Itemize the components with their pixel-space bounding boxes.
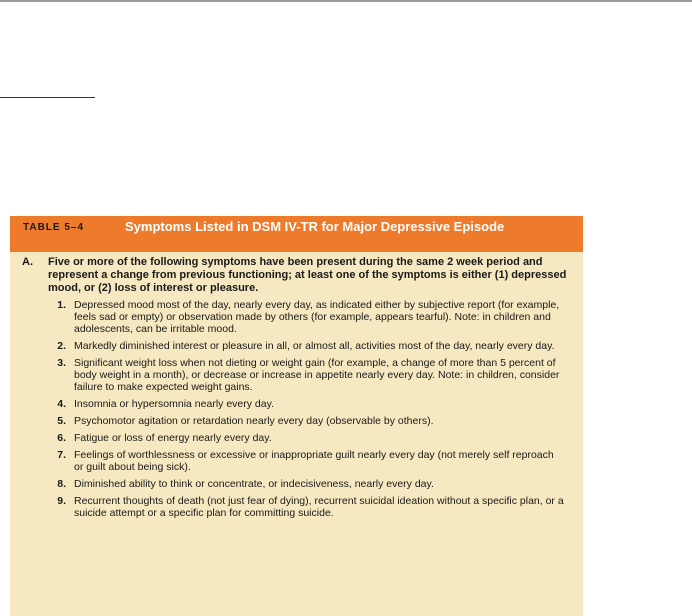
table-header [10, 216, 583, 252]
symptom-text: Recurrent thoughts of death (not just fear of dying), recurrent suicidal ideation without a specific plan, or a suicide attempt or a specific plan for committing suicide. [74, 495, 564, 519]
symptom-item-5 [48, 415, 574, 427]
symptom-text: Psychomotor agitation or retardation nearly every day (observable by others). [74, 415, 434, 427]
top-divider [0, 0, 692, 2]
criterion-a [22, 256, 574, 524]
symptom-text: Feelings of worthlessness or excessive or inappropriate guilt nearly every day (not merely self reproach or guilt about being sick). [74, 449, 554, 473]
symptom-list [22, 299, 574, 519]
symptom-number: 8. [57, 478, 66, 490]
symptom-text: Insomnia or hypersomnia nearly every day. [74, 398, 274, 410]
symptom-item-3 [48, 357, 574, 393]
symptom-text: Diminished ability to think or concentrate, or indecisiveness, nearly every day. [74, 478, 434, 490]
symptom-number: 7. [57, 449, 66, 461]
symptom-item-4 [48, 398, 574, 410]
table-title: Symptoms Listed in DSM IV-TR for Major Depressive Episode [125, 219, 505, 234]
symptom-text: Fatigue or loss of energy nearly every day. [74, 432, 272, 444]
symptom-text: Depressed mood most of the day, nearly every day, as indicated either by subjective report (for example, feels sad or empty) or observation made by others (for example, appears tearful). Note: in children and adolescents, can be irritable mood. [74, 299, 560, 335]
symptom-number: 4. [57, 398, 66, 410]
symptom-item-8 [48, 478, 574, 490]
symptom-text: Markedly diminished interest or pleasure in all, or almost all, activities most of the day, nearly every day. [74, 340, 555, 352]
symptom-number: 6. [57, 432, 66, 444]
symptom-text: Significant weight loss when not dieting or weight gain (for example, a change of more than 5 percent of body weight in a month), or decrease or increase in appetite nearly every day. Note: in children, consider failure to make expected weight gains. [74, 357, 560, 393]
symptom-number: 9. [57, 495, 66, 507]
symptom-number: 5. [57, 415, 66, 427]
symptom-number: 3. [57, 357, 66, 369]
short-divider [0, 97, 95, 98]
symptom-item-2 [48, 340, 574, 352]
criterion-text: Five or more of the following symptoms have been present during the same 2 week period and represent a change from previous functioning; at least one of the symptoms is either (1) depressed mood, or (2) loss of interest or pleasure. [48, 256, 567, 294]
symptom-item-6 [48, 432, 574, 444]
symptom-item-9 [48, 495, 574, 519]
symptom-item-7 [48, 449, 574, 473]
table-label: TABLE 5–4 [23, 222, 85, 233]
symptom-number: 2. [57, 340, 66, 352]
criterion-letter: A. [22, 256, 33, 268]
symptom-number: 1. [57, 299, 66, 311]
symptom-item-1 [48, 299, 574, 335]
dsm-table [10, 216, 583, 616]
